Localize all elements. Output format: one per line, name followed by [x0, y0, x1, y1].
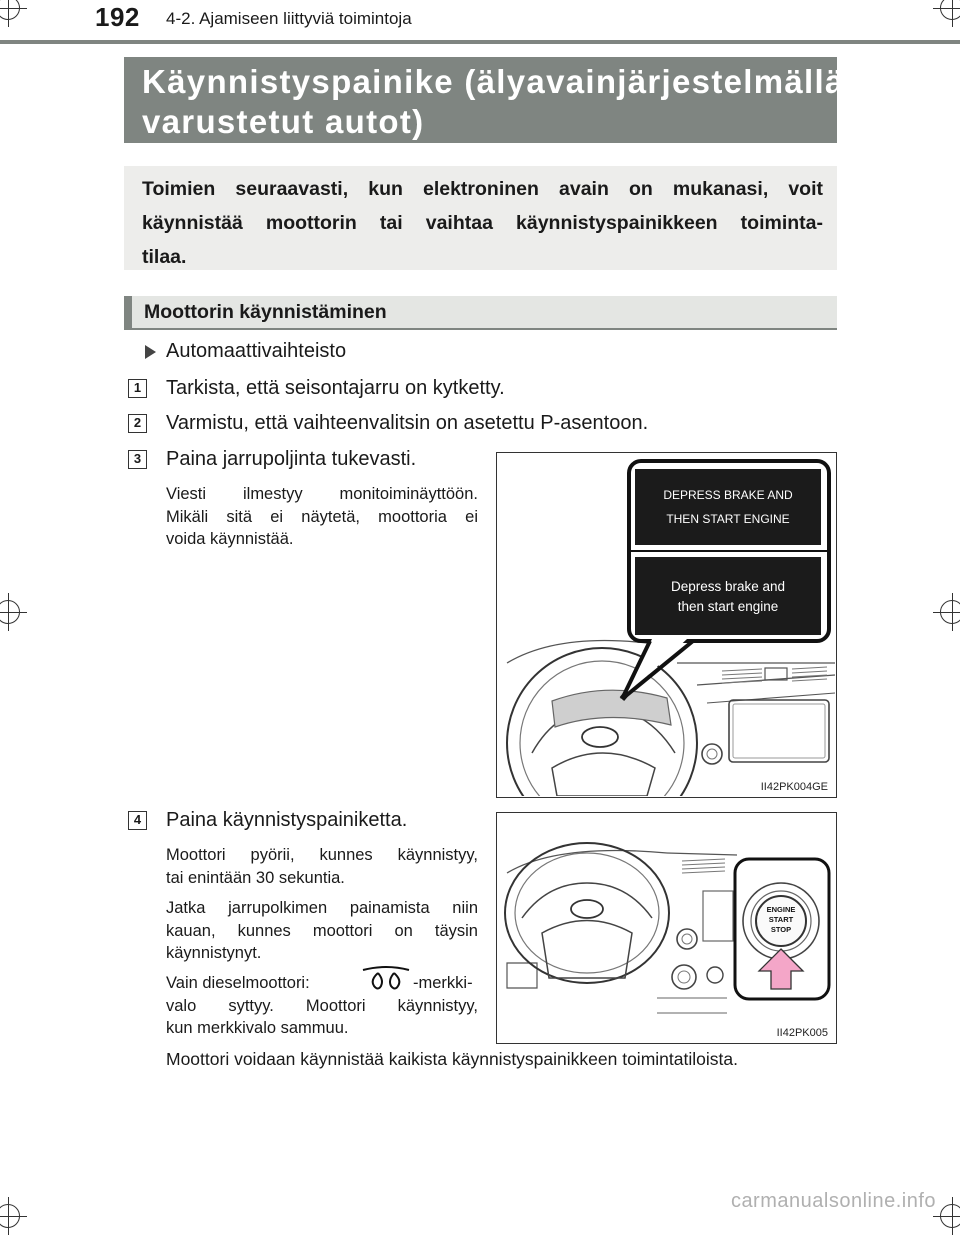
closing-text: Moottori voidaan käynnistää kaikista käynnistyspainikkeen toimintatiloista. — [166, 1049, 738, 1069]
header-rule — [0, 40, 960, 44]
intro-line-2: käynnistää moottorin tai vaihtaa käynnistyspainikkeen toiminta- — [142, 212, 823, 234]
step-number-2: 2 — [128, 414, 147, 433]
intro-box — [124, 166, 837, 270]
crop-mark-top-left — [0, 0, 20, 20]
crop-mark-bottom-right — [940, 1204, 960, 1228]
step3-note-line-2: Mikäli sitä ei näytetä, moottoria ei — [166, 507, 478, 526]
step4-note-2 — [166, 897, 478, 965]
subsection-header — [124, 296, 837, 330]
figure-1-code: II42PK004GE — [760, 781, 828, 793]
figure-brake-message — [496, 452, 837, 798]
page-title-line-2: varustetut autot) — [142, 103, 425, 140]
triangle-right-icon — [145, 345, 156, 359]
step4-note-3-post: -merkki- — [413, 974, 473, 992]
step-text-3: Paina jarrupoljinta tukevasti. — [166, 448, 417, 470]
page-number: 192 — [95, 2, 140, 32]
step-number-1: 1 — [128, 379, 147, 398]
section-path: 4-2. Ajamiseen liittyviä toimintoja — [166, 9, 412, 28]
figure-2-code: II42PK005 — [776, 1027, 828, 1039]
dashboard-illustration — [497, 453, 835, 796]
crop-mark-top-right — [940, 0, 960, 20]
crop-mark-mid-left — [0, 600, 20, 624]
step-number-4: 4 — [128, 811, 147, 830]
step4-note-1 — [166, 844, 478, 889]
watermark-source: carmanualsonline.info — [730, 1190, 936, 1212]
step4-note-3-line-1 — [166, 972, 478, 995]
step4-note-3-pre: Vain dieselmoottori: — [166, 974, 310, 992]
step4-note-3 — [166, 972, 478, 1040]
page-title-line-1: Käynnistyspainike (älyavainjärjestelmällä — [142, 63, 845, 100]
display-bottom-line-1: Depress brake and — [670, 579, 786, 594]
intro-line-3: tilaa. — [142, 246, 187, 268]
step3-note-line-3: voida käynnistää. — [166, 530, 294, 548]
step-text-2: Varmistu, että vaihteenvalitsin on asetettu P-asentoon. — [166, 412, 649, 434]
button-label-start: START — [768, 915, 794, 924]
bullet-heading: Automaattivaihteisto — [166, 340, 347, 362]
step3-note — [166, 483, 478, 551]
crop-mark-bottom-left — [0, 1204, 20, 1228]
page-title — [124, 57, 845, 143]
display-top-line-2: THEN START ENGINE — [666, 512, 790, 526]
intro-line-1: Toimien seuraavasti, kun elektroninen avain on mukanasi, voit — [142, 178, 823, 200]
crop-mark-mid-right — [940, 600, 960, 624]
step4-note-2-line-2: kauan, kunnes moottori on täysin — [166, 921, 478, 940]
step-number-3: 3 — [128, 450, 147, 469]
figure-start-button — [496, 812, 837, 1044]
glow-plug-indicator-icon — [360, 966, 412, 992]
step3-note-line-1: Viesti ilmestyy monitoiminäyttöön. — [166, 485, 478, 503]
subsection-accent — [124, 296, 132, 328]
button-label-stop: STOP — [770, 925, 792, 934]
display-top-line-1: DEPRESS BRAKE AND — [663, 488, 793, 502]
step4-note-3-line-2: valo syttyy. Moottori käynnistyy, — [166, 996, 478, 1015]
subsection-title: Moottorin käynnistäminen — [144, 301, 387, 323]
button-label-engine: ENGINE — [766, 905, 796, 914]
display-bottom-line-2: then start engine — [677, 599, 779, 614]
step-text-1: Tarkista, että seisontajarru on kytketty. — [166, 377, 505, 399]
step4-note-2-line-1: Jatka jarrupolkimen painamista niin — [166, 899, 478, 917]
step4-note-1-line-2: tai enintään 30 sekuntia. — [166, 868, 345, 887]
step4-note-3-line-3: kun merkkivalo sammuu. — [166, 1019, 349, 1037]
step4-note-2-line-3: käynnistynyt. — [166, 944, 262, 962]
step-text-4: Paina käynnistyspainiketta. — [166, 809, 408, 831]
step4-note-1-line-1: Moottori pyörii, kunnes käynnistyy, — [166, 846, 478, 864]
steering-wheel-illustration — [497, 813, 835, 1042]
